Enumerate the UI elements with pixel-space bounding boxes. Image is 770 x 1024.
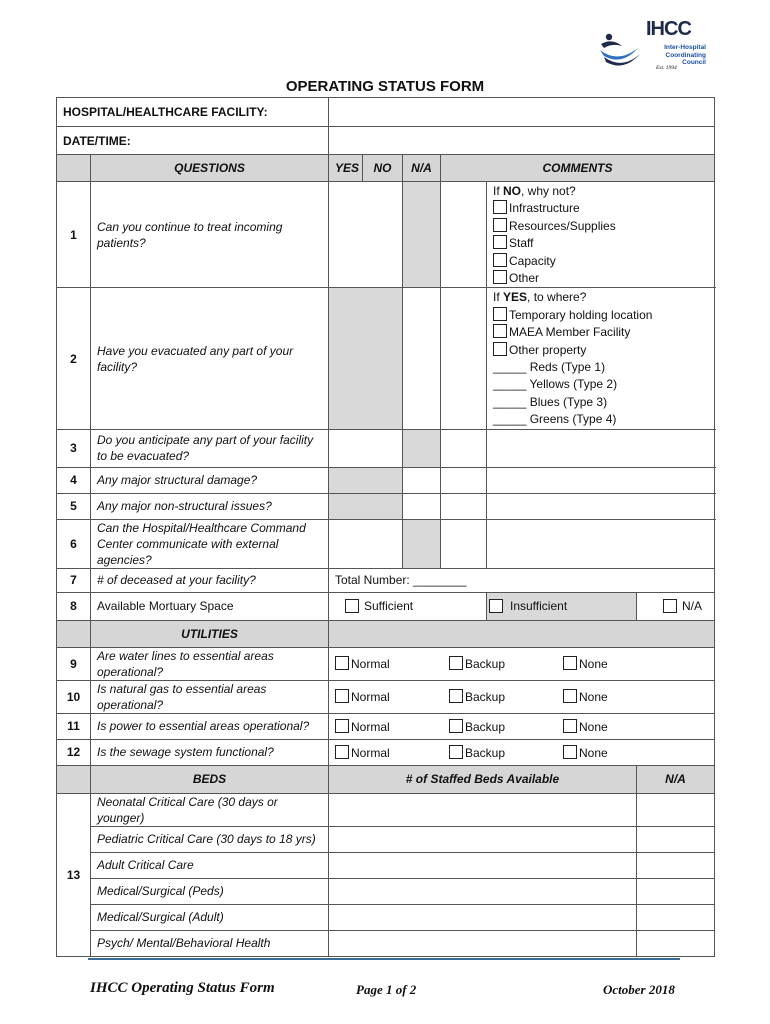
mortuary-insufficient-cell[interactable] — [487, 592, 637, 620]
utility-row — [57, 680, 715, 713]
checkbox[interactable] — [493, 342, 507, 356]
option-temporary-holding[interactable] — [493, 307, 708, 324]
comment-suffix: , why not? — [521, 184, 576, 198]
option-resources[interactable] — [493, 218, 708, 235]
question-text: Available Mortuary Space — [91, 592, 329, 620]
utility-row — [57, 647, 715, 680]
bed-na-cell[interactable] — [637, 878, 715, 904]
beds-header: BEDS — [91, 765, 329, 793]
option-label: Staff — [509, 236, 534, 251]
no-header: NO — [363, 155, 403, 182]
total-deceased-field[interactable]: Total Number: ________ — [329, 568, 715, 592]
option-label: Sufficient — [364, 599, 414, 614]
utilities-header: UTILITIES — [91, 620, 329, 647]
bed-type: Medical/Surgical (Adult) — [91, 904, 329, 930]
question-text: Can the Hospital/Healthcare Command Center communicate with external agencies? — [91, 519, 329, 568]
question-text: # of deceased at your facility? — [91, 568, 329, 592]
count-reds[interactable]: _____ Reds (Type 1) — [493, 360, 606, 375]
questions-header: QUESTIONS — [91, 155, 329, 182]
question-number: 5 — [57, 493, 91, 519]
comment-suffix: , to where? — [527, 290, 587, 305]
question-row — [57, 182, 715, 288]
utility-options — [329, 713, 715, 739]
option-label: Temporary holding location — [509, 307, 653, 322]
comment-intro — [493, 289, 708, 306]
yes-cell[interactable] — [329, 519, 403, 568]
question-text: Can you continue to treat incoming patients? — [91, 182, 329, 288]
option-label: Other property — [509, 342, 587, 357]
option-label: Normal — [351, 745, 390, 760]
question-row — [57, 592, 715, 620]
count-greens[interactable]: _____ Greens (Type 4) — [493, 412, 617, 427]
checkbox[interactable] — [563, 745, 577, 759]
option-maea-member[interactable] — [493, 324, 708, 341]
option-backup[interactable] — [443, 689, 557, 704]
number-header — [57, 155, 91, 182]
status-form-table — [56, 97, 715, 957]
option-label: Backup — [465, 690, 506, 705]
option-label: Normal — [351, 719, 390, 734]
bed-type: Pediatric Critical Care (30 days to 18 yrs) — [91, 826, 329, 852]
beds-na-header: N/A — [637, 765, 715, 793]
comment-intro — [493, 183, 708, 200]
option-none[interactable] — [557, 745, 671, 760]
staffed-beds-input[interactable] — [329, 878, 637, 904]
utility-options — [329, 739, 715, 765]
question-number: 9 — [57, 647, 91, 680]
no-cell[interactable] — [403, 493, 441, 519]
option-label: Capacity — [509, 253, 556, 268]
yes-cell[interactable] — [329, 182, 403, 288]
question-number: 4 — [57, 467, 91, 493]
checkbox[interactable] — [563, 689, 577, 703]
question-number: 3 — [57, 429, 91, 467]
yes-header: YES — [329, 155, 363, 182]
footer-date: October 2018 — [603, 982, 675, 997]
option-label: Normal — [351, 690, 390, 705]
option-label: None — [579, 657, 608, 672]
checkbox[interactable] — [493, 253, 507, 267]
utilities-header-blank — [329, 620, 715, 647]
comments-header: COMMENTS — [441, 155, 715, 182]
staffed-beds-input[interactable] — [329, 852, 637, 878]
checkbox[interactable] — [563, 656, 577, 670]
checkbox[interactable] — [335, 656, 349, 670]
comment-prefix: If — [493, 290, 504, 305]
question-number: 11 — [57, 713, 91, 739]
option-label: Backup — [465, 719, 506, 734]
checkbox[interactable] — [493, 235, 507, 249]
question-text: Any major structural damage? — [91, 467, 329, 493]
checkbox[interactable] — [493, 270, 507, 284]
yes-cell[interactable] — [329, 467, 403, 493]
question-number: 2 — [57, 288, 91, 429]
no-cell[interactable] — [403, 429, 441, 467]
checkbox[interactable] — [493, 307, 507, 321]
form-title: OPERATING STATUS FORM — [285, 78, 485, 95]
checkbox[interactable] — [449, 689, 463, 703]
option-backup[interactable] — [443, 745, 557, 760]
question-number: 10 — [57, 680, 91, 713]
question-number: 7 — [57, 568, 91, 592]
bed-type: Neonatal Critical Care (30 days or younger) — [91, 793, 329, 826]
checkbox[interactable] — [335, 745, 349, 759]
ihcc-logo — [598, 18, 710, 78]
na-cell[interactable] — [441, 182, 487, 288]
option-label: MAEA Member Facility — [509, 325, 631, 340]
option-other-property[interactable] — [493, 342, 708, 359]
option-label: Insufficient — [510, 599, 568, 614]
option-label: None — [579, 690, 608, 705]
question-text: Is natural gas to essential areas operational? — [91, 680, 329, 713]
option-label: Other — [509, 271, 540, 286]
logo-subtitle-line2: Coordinating Council — [665, 51, 706, 66]
question-row — [57, 519, 715, 568]
na-cell[interactable] — [441, 493, 487, 519]
option-label: Backup — [465, 745, 506, 760]
no-cell[interactable] — [403, 182, 441, 288]
bed-type: Medical/Surgical (Peds) — [91, 878, 329, 904]
question-number: 13 — [57, 793, 91, 956]
question-text: Do you anticipate any part of your facility to be evacuated? — [91, 429, 329, 467]
logo-subtitle-line1: Inter-Hospital — [664, 44, 706, 51]
logo-established: Est. 1994 — [656, 65, 677, 71]
count-blues[interactable]: _____ Blues (Type 3) — [493, 394, 608, 409]
facility-label: HOSPITAL/HEALTHCARE FACILITY: — [57, 98, 329, 127]
utility-options — [329, 647, 715, 680]
option-normal[interactable] — [329, 719, 443, 734]
facility-input[interactable] — [329, 98, 715, 127]
option-label: Normal — [351, 657, 390, 672]
comments-cell — [487, 288, 715, 429]
question-row — [57, 467, 715, 493]
bed-row — [57, 793, 715, 826]
question-row — [57, 493, 715, 519]
checkbox[interactable] — [493, 200, 507, 214]
option-label: Resources/Supplies — [509, 218, 616, 233]
option-normal[interactable] — [329, 689, 443, 704]
bed-na-cell[interactable] — [637, 930, 715, 956]
checkbox[interactable] — [563, 719, 577, 733]
option-normal[interactable] — [329, 656, 443, 671]
option-label: Infrastructure — [509, 201, 580, 216]
bed-row — [57, 930, 715, 956]
question-text: Is power to essential areas operational? — [91, 713, 329, 739]
question-row — [57, 429, 715, 467]
staffed-beds-input[interactable] — [329, 904, 637, 930]
question-number: 1 — [57, 182, 91, 288]
checkbox[interactable] — [345, 599, 359, 613]
option-label: None — [579, 719, 608, 734]
option-normal[interactable] — [329, 745, 443, 760]
no-cell[interactable] — [403, 519, 441, 568]
datetime-input[interactable] — [329, 127, 715, 155]
na-cell[interactable] — [441, 519, 487, 568]
option-none[interactable] — [557, 656, 671, 671]
checkbox[interactable] — [449, 656, 463, 670]
na-cell[interactable] — [441, 429, 487, 467]
na-cell[interactable] — [441, 467, 487, 493]
question-text: Are water lines to essential areas operational? — [91, 647, 329, 680]
checkbox[interactable] — [449, 719, 463, 733]
footer-page-number: Page 1 of 2 — [356, 982, 417, 997]
mortuary-sufficient-cell[interactable] — [329, 592, 487, 620]
number-header — [57, 765, 91, 793]
comment-keyword: YES — [503, 290, 528, 305]
question-row — [57, 568, 715, 592]
yes-cell[interactable] — [329, 288, 403, 429]
bed-row — [57, 852, 715, 878]
option-backup[interactable] — [443, 719, 557, 734]
option-capacity[interactable] — [493, 253, 708, 270]
option-none[interactable] — [557, 719, 671, 734]
ihcc-swoosh-icon — [598, 30, 644, 70]
comment-keyword: NO — [503, 184, 522, 198]
yes-cell[interactable] — [329, 493, 403, 519]
mortuary-na-cell[interactable] — [637, 592, 715, 620]
comments-cell[interactable] — [487, 467, 715, 493]
option-infrastructure[interactable] — [493, 200, 708, 217]
bed-na-cell[interactable] — [637, 826, 715, 852]
no-cell[interactable] — [403, 467, 441, 493]
option-label: Backup — [465, 657, 506, 672]
bed-na-cell[interactable] — [637, 852, 715, 878]
count-yellows[interactable]: _____ Yellows (Type 2) — [493, 377, 618, 392]
utility-options — [329, 680, 715, 713]
staffed-beds-input[interactable] — [329, 930, 637, 956]
checkbox[interactable] — [493, 324, 507, 338]
checkbox[interactable] — [493, 218, 507, 232]
comments-cell[interactable] — [487, 519, 715, 568]
question-number: 8 — [57, 592, 91, 620]
question-number: 6 — [57, 519, 91, 568]
question-number: 12 — [57, 739, 91, 765]
bed-type: Psych/ Mental/Behavioral Health — [91, 930, 329, 956]
option-label: N/A — [682, 599, 703, 614]
option-staff[interactable] — [493, 235, 708, 252]
yes-cell[interactable] — [329, 429, 403, 467]
checkbox[interactable] — [335, 689, 349, 703]
checkbox[interactable] — [335, 719, 349, 733]
bed-row — [57, 904, 715, 930]
bed-na-cell[interactable] — [637, 793, 715, 826]
footer-title: IHCC Operating Status Form — [90, 980, 275, 996]
no-cell[interactable] — [403, 288, 441, 429]
comment-prefix: If — [493, 184, 504, 198]
utility-row — [57, 739, 715, 765]
na-cell[interactable] — [441, 288, 487, 429]
staffed-beds-input[interactable] — [329, 793, 637, 826]
comments-cell[interactable] — [487, 429, 715, 467]
option-backup[interactable] — [443, 656, 557, 671]
datetime-label: DATE/TIME: — [57, 127, 329, 155]
question-row — [57, 288, 715, 429]
option-none[interactable] — [557, 689, 671, 704]
comments-cell[interactable] — [487, 493, 715, 519]
number-header — [57, 620, 91, 647]
na-header: N/A — [403, 155, 441, 182]
checkbox[interactable] — [489, 599, 503, 613]
option-other[interactable] — [493, 270, 708, 287]
checkbox[interactable] — [449, 745, 463, 759]
bed-type: Adult Critical Care — [91, 852, 329, 878]
question-text: Have you evacuated any part of your facility? — [91, 288, 329, 429]
logo-subtitle — [644, 44, 706, 67]
question-text: Is the sewage system functional? — [91, 739, 329, 765]
question-text: Any major non-structural issues? — [91, 493, 329, 519]
option-label: None — [579, 745, 608, 760]
bed-row — [57, 878, 715, 904]
staffed-beds-input[interactable] — [329, 826, 637, 852]
staffed-beds-header: # of Staffed Beds Available — [329, 765, 637, 793]
bed-na-cell[interactable] — [637, 904, 715, 930]
checkbox[interactable] — [663, 599, 677, 613]
bed-row — [57, 826, 715, 852]
comments-cell — [487, 182, 715, 288]
logo-title: IHCC — [646, 18, 691, 40]
footer-divider — [88, 958, 680, 960]
utility-row — [57, 713, 715, 739]
